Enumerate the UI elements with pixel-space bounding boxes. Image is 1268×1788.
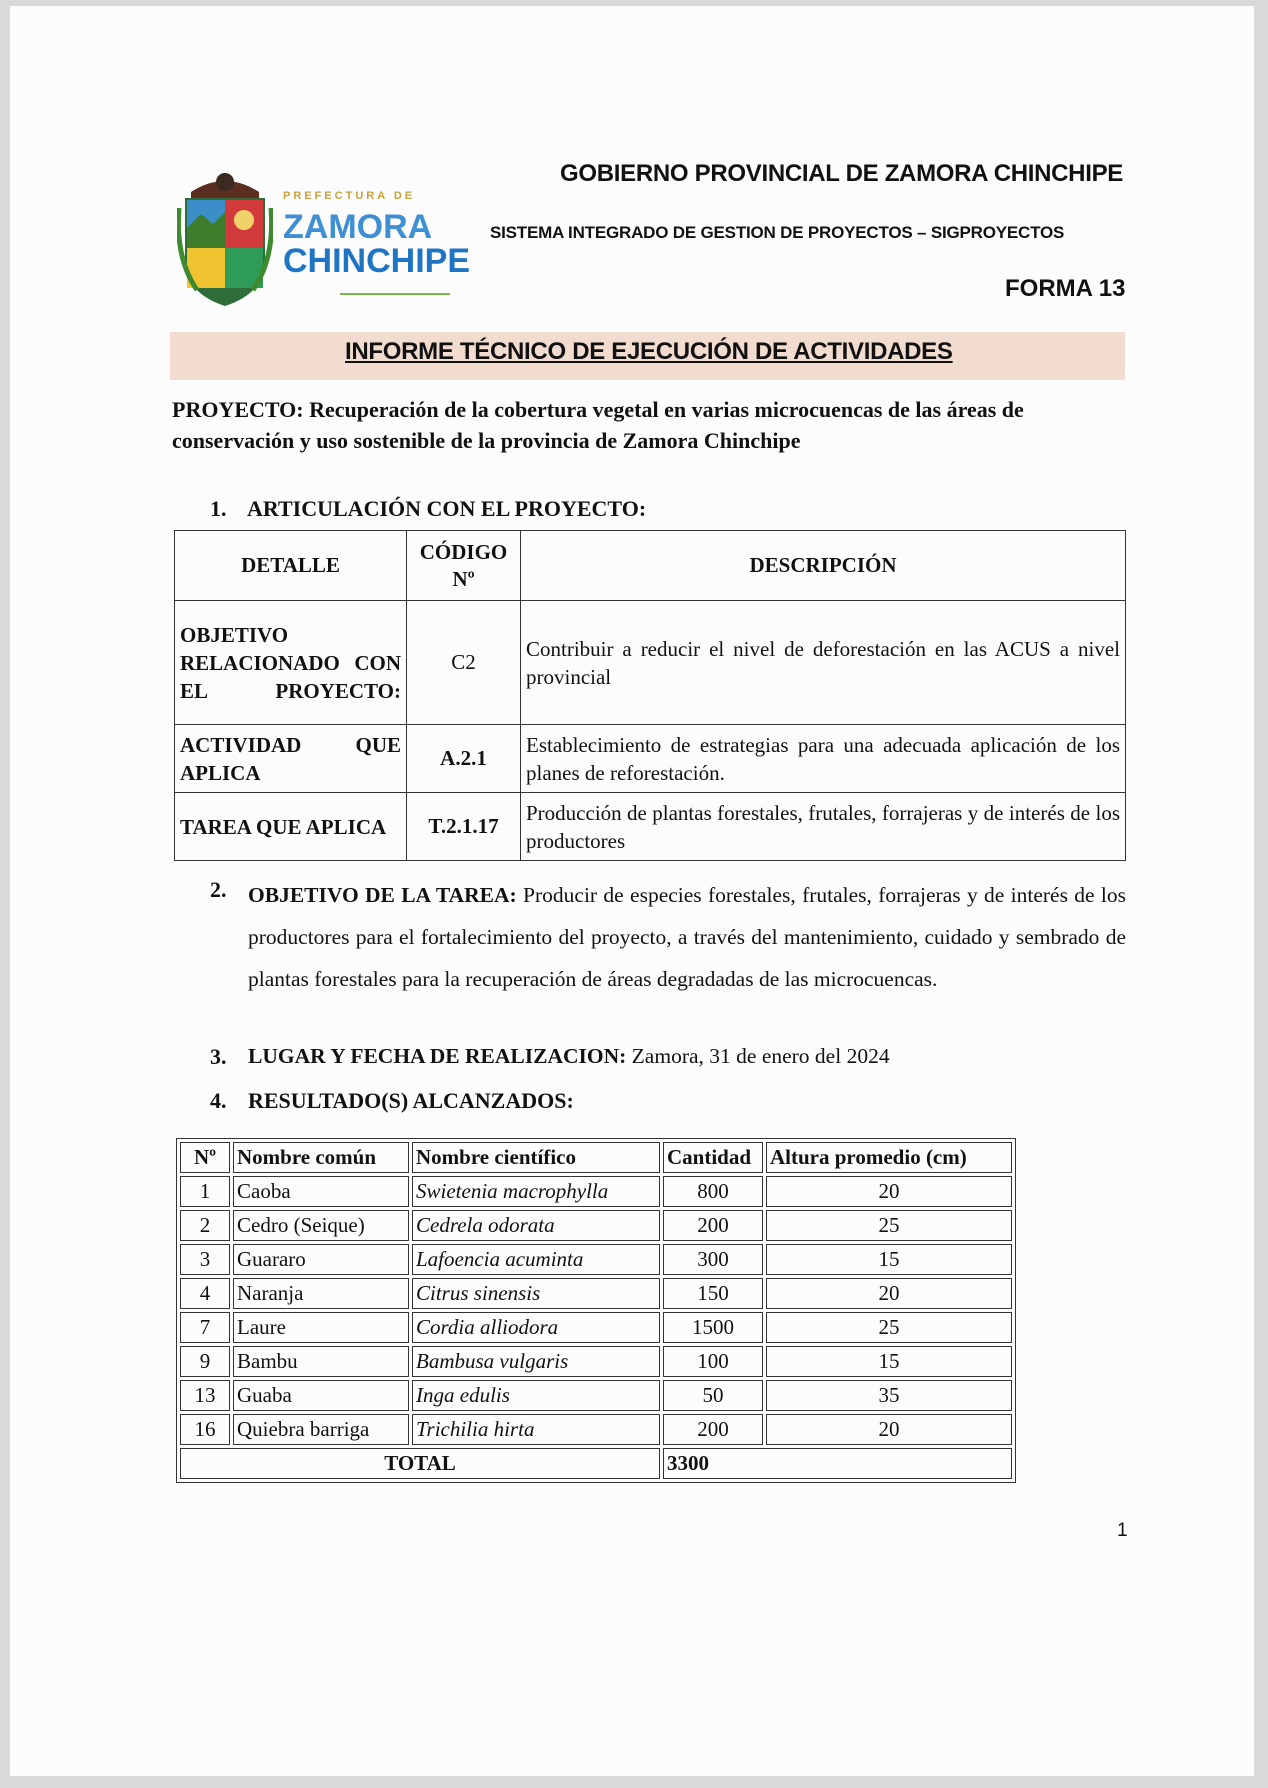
- project-text: Recuperación de la cobertura vegetal en varias microcuencas de las áreas de conservación y uso sostenible de la provincia de Zamora Chinchipe: [172, 397, 1024, 453]
- header-n: Nº: [180, 1142, 230, 1173]
- logo-underline: [340, 293, 450, 295]
- cell-altura: 20: [766, 1278, 1012, 1309]
- cell-cientifico: Swietenia macrophylla: [412, 1176, 660, 1207]
- cell-n: 7: [180, 1312, 230, 1343]
- row-detalle: TAREA QUE APLICA: [175, 793, 407, 861]
- section2-label: OBJETIVO DE LA TAREA: [248, 883, 510, 907]
- section4-title: RESULTADO(S) ALCANZADOS:: [248, 1088, 574, 1113]
- cell-cantidad: 200: [663, 1414, 763, 1445]
- logo-zamora-text: ZAMORA: [283, 208, 433, 246]
- header-descripcion: DESCRIPCIÓN: [521, 531, 1126, 601]
- results-header-row: [180, 1142, 1012, 1173]
- table-row: [180, 1278, 1012, 1309]
- section3-paragraph: LUGAR Y FECHA DE REALIZACION: Zamora, 31 de enero del 2024: [248, 1044, 890, 1068]
- cell-cientifico: Cedrela odorata: [412, 1210, 660, 1241]
- cell-comun: Guaba: [233, 1380, 409, 1411]
- cell-altura: 25: [766, 1312, 1012, 1343]
- cell-comun: Naranja: [233, 1278, 409, 1309]
- cell-cantidad: 100: [663, 1346, 763, 1377]
- header-detalle: DETALLE: [175, 531, 407, 601]
- table-row: [180, 1210, 1012, 1241]
- row-detalle: ACTIVIDAD QUE APLICA: [175, 725, 407, 793]
- header-nombre-comun: Nombre común: [233, 1142, 409, 1173]
- row-descripcion: Contribuir a reducir el nivel de deforestación en las ACUS a nivel provincial: [521, 601, 1126, 725]
- cell-comun: Caoba: [233, 1176, 409, 1207]
- cell-cientifico: Bambusa vulgaris: [412, 1346, 660, 1377]
- section3-label: LUGAR Y FECHA DE REALIZACION: [248, 1044, 620, 1068]
- cell-n: 13: [180, 1380, 230, 1411]
- section3-text: Zamora, 31 de enero del 2024: [631, 1044, 890, 1068]
- section3-number: 3.: [210, 1044, 227, 1069]
- header-nombre-cientifico: Nombre científico: [412, 1142, 660, 1173]
- table-row: [175, 793, 1126, 861]
- total-label: TOTAL: [180, 1448, 660, 1479]
- cell-cantidad: 200: [663, 1210, 763, 1241]
- section4-number: 4.: [210, 1088, 227, 1113]
- cell-n: 2: [180, 1210, 230, 1241]
- table-row: [180, 1312, 1012, 1343]
- articulation-table: [174, 530, 1126, 861]
- cell-cientifico: Citrus sinensis: [412, 1278, 660, 1309]
- row-codigo: A.2.1: [407, 725, 521, 793]
- government-title: GOBIERNO PROVINCIAL DE ZAMORA CHINCHIPE: [560, 160, 1123, 187]
- header-cantidad: Cantidad: [663, 1142, 763, 1173]
- cell-cantidad: 50: [663, 1380, 763, 1411]
- cell-cientifico: Cordia alliodora: [412, 1312, 660, 1343]
- header-codigo: CÓDIGO Nº: [407, 531, 521, 601]
- section2-paragraph: OBJETIVO DE LA TAREA: Producir de especies forestales, frutales, forrajeras y de interés de los productores para el fortalecimiento del proyecto, a través del mantenimiento, cuidado y sembrado de plantas forestales para la recuperación de áreas degradadas de las microcuencas.: [248, 883, 1127, 991]
- table-header-row: [175, 531, 1126, 601]
- table-row: [175, 725, 1126, 793]
- table-row: [175, 601, 1126, 725]
- cell-altura: 20: [766, 1176, 1012, 1207]
- table-row: [180, 1346, 1012, 1377]
- table-row: [180, 1176, 1012, 1207]
- project-label: PROYECTO: [172, 397, 297, 422]
- row-detalle: OBJETIVO RELACIONADO CON EL PROYECTO:: [175, 601, 407, 725]
- section2-text: Producir de especies forestales, frutales, forrajeras y de interés de los productores para el fortalecimiento del proyecto, a través del mantenimiento, cuidado y sembrado de plantas forestales para la recuperación de áreas degradadas de las microcuencas.: [248, 883, 1127, 991]
- cell-n: 1: [180, 1176, 230, 1207]
- row-descripcion: Producción de plantas forestales, frutales, forrajeras y de interés de los productores: [521, 793, 1126, 861]
- cell-cientifico: Lafoencia acuminta: [412, 1244, 660, 1275]
- logo-chinchipe-text: CHINCHIPE: [283, 242, 471, 280]
- results-table: [176, 1138, 1016, 1483]
- project-paragraph: PROYECTO: Recuperación de la cobertura vegetal en varias microcuencas de las áreas de conservación y uso sostenible de la provincia de Zamora Chinchipe: [172, 397, 1024, 453]
- section1-number: 1.: [210, 496, 227, 521]
- cell-n: 16: [180, 1414, 230, 1445]
- cell-cantidad: 300: [663, 1244, 763, 1275]
- table-row: [180, 1244, 1012, 1275]
- cell-altura: 25: [766, 1210, 1012, 1241]
- table-row: [180, 1380, 1012, 1411]
- report-title: INFORME TÉCNICO DE EJECUCIÓN DE ACTIVIDADES: [345, 338, 953, 365]
- total-value: 3300: [663, 1448, 1012, 1479]
- cell-cantidad: 1500: [663, 1312, 763, 1343]
- cell-altura: 35: [766, 1380, 1012, 1411]
- cell-comun: Bambu: [233, 1346, 409, 1377]
- cell-comun: Laure: [233, 1312, 409, 1343]
- total-row: [180, 1448, 1012, 1479]
- cell-altura: 15: [766, 1346, 1012, 1377]
- cell-comun: Quiebra barriga: [233, 1414, 409, 1445]
- cell-cientifico: Trichilia hirta: [412, 1414, 660, 1445]
- form-number: FORMA 13: [1005, 275, 1126, 302]
- header-altura: Altura promedio (cm): [766, 1142, 1012, 1173]
- cell-n: 4: [180, 1278, 230, 1309]
- table-row: [180, 1414, 1012, 1445]
- page-number: 1: [1117, 1520, 1128, 1541]
- cell-n: 9: [180, 1346, 230, 1377]
- cell-altura: 15: [766, 1244, 1012, 1275]
- cell-comun: Cedro (Seique): [233, 1210, 409, 1241]
- cell-comun: Guararo: [233, 1244, 409, 1275]
- section1-title: ARTICULACIÓN CON EL PROYECTO:: [247, 496, 647, 521]
- row-codigo: C2: [407, 601, 521, 725]
- cell-n: 3: [180, 1244, 230, 1275]
- row-codigo: T.2.1.17: [407, 793, 521, 861]
- cell-cientifico: Inga edulis: [412, 1380, 660, 1411]
- section2-number: 2.: [210, 877, 227, 902]
- logo-prefectura-text: PREFECTURA DE: [283, 190, 416, 202]
- cell-altura: 20: [766, 1414, 1012, 1445]
- row-descripcion: Establecimiento de estrategias para una adecuada aplicación de los planes de reforestación.: [521, 725, 1126, 793]
- prefectura-shield-logo: [177, 168, 273, 310]
- cell-cantidad: 150: [663, 1278, 763, 1309]
- system-subtitle: SISTEMA INTEGRADO DE GESTION DE PROYECTOS – SIGPROYECTOS: [490, 223, 1065, 242]
- cell-cantidad: 800: [663, 1176, 763, 1207]
